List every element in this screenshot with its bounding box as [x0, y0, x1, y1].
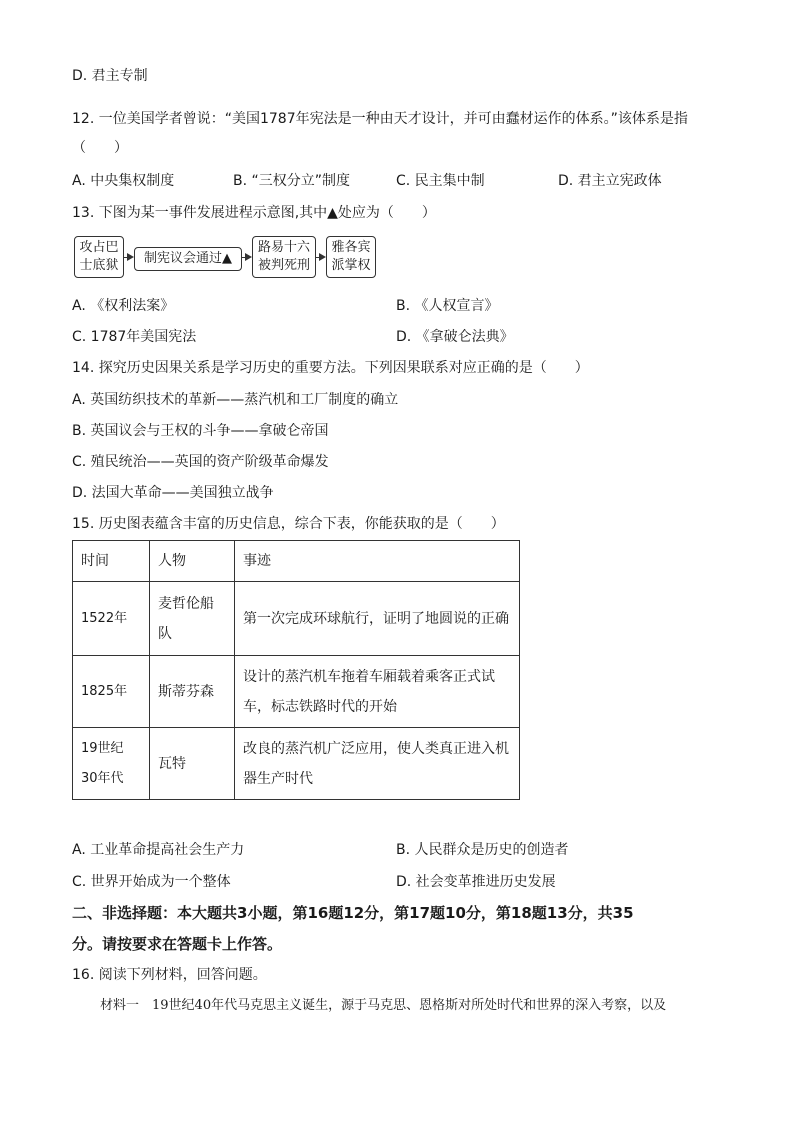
q16-stem: 16. 阅读下列材料，回答问题。 — [72, 967, 267, 983]
flow-step-4 — [326, 236, 376, 278]
row-2-deed — [235, 656, 520, 728]
flow-step-4-line-1: 雅各宾 — [331, 240, 371, 255]
flow-step-2 — [134, 247, 242, 271]
flow-arrow-1-icon — [127, 253, 134, 261]
q13-stem: 13. 下图为某一事件发展进程示意图,其中▲处应为（ ） — [72, 205, 436, 221]
row-3-deed — [235, 728, 520, 800]
q15-option-a: A. 工业革命提高社会生产力 — [72, 842, 245, 858]
header-person: 人物 — [150, 541, 235, 582]
flow-step-3-line-1: 路易十六 — [257, 240, 310, 255]
flow-step-1 — [74, 236, 124, 278]
q12-option-b: B. “三权分立”制度 — [233, 173, 351, 189]
q14-option-c: C. 殖民统治——英国的资产阶级革命爆发 — [72, 454, 329, 470]
q15-stem: 15. 历史图表蕴含丰富的历史信息，综合下表，你能获取的是（ ） — [72, 516, 505, 532]
section-2-heading-line-2: 分。请按要求在答题卡上作答。 — [72, 935, 283, 953]
q13-option-c: C. 1787年美国宪法 — [72, 329, 197, 345]
flow-step-3-line-2: 被判死刑 — [257, 258, 310, 273]
flow-step-1-line-2: 士底狱 — [79, 258, 119, 273]
table-header-row — [73, 541, 520, 582]
row-1-time-line-1: 1522年 — [81, 610, 128, 626]
row-2-person — [150, 656, 235, 728]
q16-material-1: 材料一 19世纪40年代马克思主义诞生，源于马克思、恩格斯对所处时代和世界的深入考察，以及 — [100, 998, 667, 1013]
row-1-deed-line-1: 第一次完成环球航行，证明了地圆说的正确 — [243, 610, 509, 627]
q14-option-a: A. 英国纺织技术的革新——蒸汽机和工厂制度的确立 — [72, 392, 399, 408]
row-3-deed-line-1: 改良的蒸汽机广泛应用，使人类真正进入机 — [243, 740, 509, 757]
flow-step-2-line-1: 制宪议会通过▲ — [144, 251, 232, 266]
row-1-time — [73, 582, 150, 656]
flow-step-4-line-2: 派掌权 — [331, 258, 371, 273]
row-1-person-line-2: 队 — [158, 625, 172, 642]
q14-option-d: D. 法国大革命——美国独立战争 — [72, 485, 274, 501]
q13-option-a: A. 《权利法案》 — [72, 298, 175, 314]
q13-option-d: D. 《拿破仑法典》 — [396, 329, 514, 345]
table-row — [73, 728, 520, 800]
header-deed: 事迹 — [235, 541, 520, 582]
flow-step-3 — [252, 236, 316, 278]
row-3-person — [150, 728, 235, 800]
flow-arrow-2-icon — [245, 253, 252, 261]
q14-option-b: B. 英国议会与王权的斗争——拿破仑帝国 — [72, 423, 329, 439]
row-2-deed-line-1: 设计的蒸汽机车拖着车厢载着乘客正式试 — [243, 668, 495, 685]
table-row — [73, 582, 520, 656]
q14-stem: 14. 探究历史因果关系是学习历史的重要方法。下列因果联系对应正确的是（ ） — [72, 360, 589, 376]
q12-option-c: C. 民主集中制 — [396, 173, 485, 189]
history-table — [72, 540, 520, 800]
flow-arrow-3-icon — [319, 253, 326, 261]
row-1-deed — [235, 582, 520, 656]
table-row — [73, 656, 520, 728]
q11-option-d: D. 君主专制 — [72, 68, 148, 84]
row-2-person-line-1: 斯蒂芬森 — [158, 683, 214, 700]
row-1-person-line-1: 麦哲伦船 — [158, 595, 214, 612]
q12-stem: 12. 一位美国学者曾说：“美国1787年宪法是一种由天才设计，并可由蠢材运作的体系。”该体系是指 — [72, 111, 688, 127]
q15-option-c: C. 世界开始成为一个整体 — [72, 874, 231, 890]
row-3-person-line-1: 瓦特 — [158, 755, 186, 772]
q12-bracket: （ ） — [72, 140, 128, 156]
row-3-deed-line-2: 器生产时代 — [243, 770, 313, 787]
row-3-time-line-2: 30年代 — [81, 770, 124, 786]
flow-step-1-line-1: 攻占巴 — [79, 240, 119, 255]
q12-option-d: D. 君主立宪政体 — [558, 173, 662, 189]
q13-option-b: B. 《人权宣言》 — [396, 298, 499, 314]
row-2-time-line-1: 1825年 — [81, 683, 128, 699]
section-2-heading-line-1: 二、非选择题：本大题共3小题，第16题12分，第17题10分，第18题13分，共35 — [72, 904, 634, 922]
q12-option-a: A. 中央集权制度 — [72, 173, 175, 189]
row-3-time-line-1: 19世纪 — [81, 740, 124, 756]
q15-option-d: D. 社会变革推进历史发展 — [396, 874, 556, 890]
row-3-time — [73, 728, 150, 800]
q15-option-b: B. 人民群众是历史的创造者 — [396, 842, 569, 858]
row-2-time — [73, 656, 150, 728]
row-2-deed-line-2: 车，标志铁路时代的开始 — [243, 698, 397, 715]
row-1-person — [150, 582, 235, 656]
header-time: 时间 — [73, 541, 150, 582]
